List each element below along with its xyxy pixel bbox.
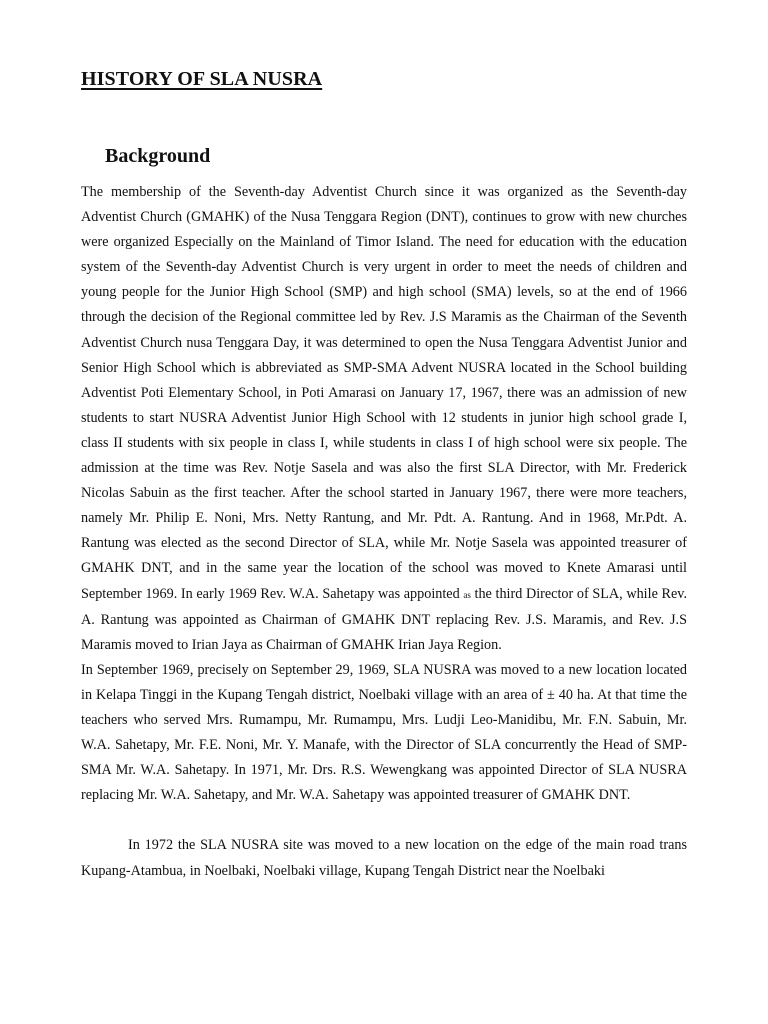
paragraph-1 bbox=[81, 180, 687, 658]
paragraph-1-text-b: the third Director of SLA, while Rev. A. Rantung was appointed as Chairman of GMAHK DNT replacing Rev. J.S. Maramis, and Rev. J.S Maramis moved to Irian Jaya as Chairman of GMAHK Irian Jaya Region. bbox=[81, 585, 688, 653]
paragraph-3: In 1972 the SLA NUSRA site was moved to a new location on the edge of the main road trans Kupang-Atambua, in Noelbaki, Noelbaki village, Kupang Tengah District near the Noelbaki bbox=[81, 837, 687, 879]
paragraph-2: In September 1969, precisely on September 29, 1969, SLA NUSRA was moved to a new location located in Kelapa Tinggi in the Kupang Tengah district, Noelbaki village with an area of ± 40 ha. At that time the teachers who served Mrs. Rumampu, Mr. Rumampu, Mrs. Ludji Leo-Manidibu, Mr. F.N. Sabuin, Mr. W.A. Sahetapy, Mr. F.E. Noni, Mr. Y. Manafe, with the Director of SLA concurrently the Head of SMP-SMA Mr. W.A. Sahetapy. In 1971, Mr. Drs. R.S. Wewengkang was appointed Director of SLA NUSRA replacing Mr. W.A. Sahetapy, and Mr. W.A. Sahetapy was appointed treasurer of GMAHK DNT. bbox=[81, 661, 687, 804]
document-title: HISTORY OF SLA NUSRA bbox=[81, 68, 323, 90]
paragraph-1-small-word: as bbox=[463, 589, 471, 600]
section-heading-background: Background bbox=[105, 145, 211, 167]
document-body bbox=[81, 180, 687, 884]
paragraph-1-text-a: The membership of the Seventh-day Adventist Church since it was organized as the Seventh-day Adventist Church (GMAHK) of the Nusa Tenggara Region (DNT), continues to grow with new churches were organized Especially on the Mainland of Timor Island. The need for education with the education system of the Seventh-day Adventist Church is very urgent in order to meet the needs of children and young people for the Junior High School (SMP) and high school (SMA) levels, so at the end of 1966 through the decision of the Regional committee led by Rev. J.S Maramis as the Chairman of the Seventh Adventist Church nusa Tenggara Day, it was determined to open the Nusa Tenggara Adventist Junior and Senior High School which is abbreviated as SMP-SMA Advent NUSRA located in the School building Adventist Poti Elementary School, in Poti Amarasi on January 17, 1967, there was an admission of new students to start NUSRA Adventist Junior High School with 12 students in junior high school grade I, class II students with six people in class I, while students in class I of high school were six people. The admission at the time was Rev. Notje Sasela and was also the first SLA Director, with Mr. Frederick Nicolas Sabuin as the first teacher. After the school started in January 1967, there were more teachers, namely Mr. Philip E. Noni, Mrs. Netty Rantung, and Mr. Pdt. A. Rantung. And in 1968, Mr.Pdt. A. Rantung was elected as the second Director of SLA, while Mr. Notje Sasela was appointed treasurer of GMAHK DNT, and in the same year the location of the school was moved to Knete Amarasi until September 1969. In early 1969 Rev. W.A. Sahetapy was appointed bbox=[81, 184, 687, 602]
paragraph-spacer bbox=[81, 808, 687, 833]
